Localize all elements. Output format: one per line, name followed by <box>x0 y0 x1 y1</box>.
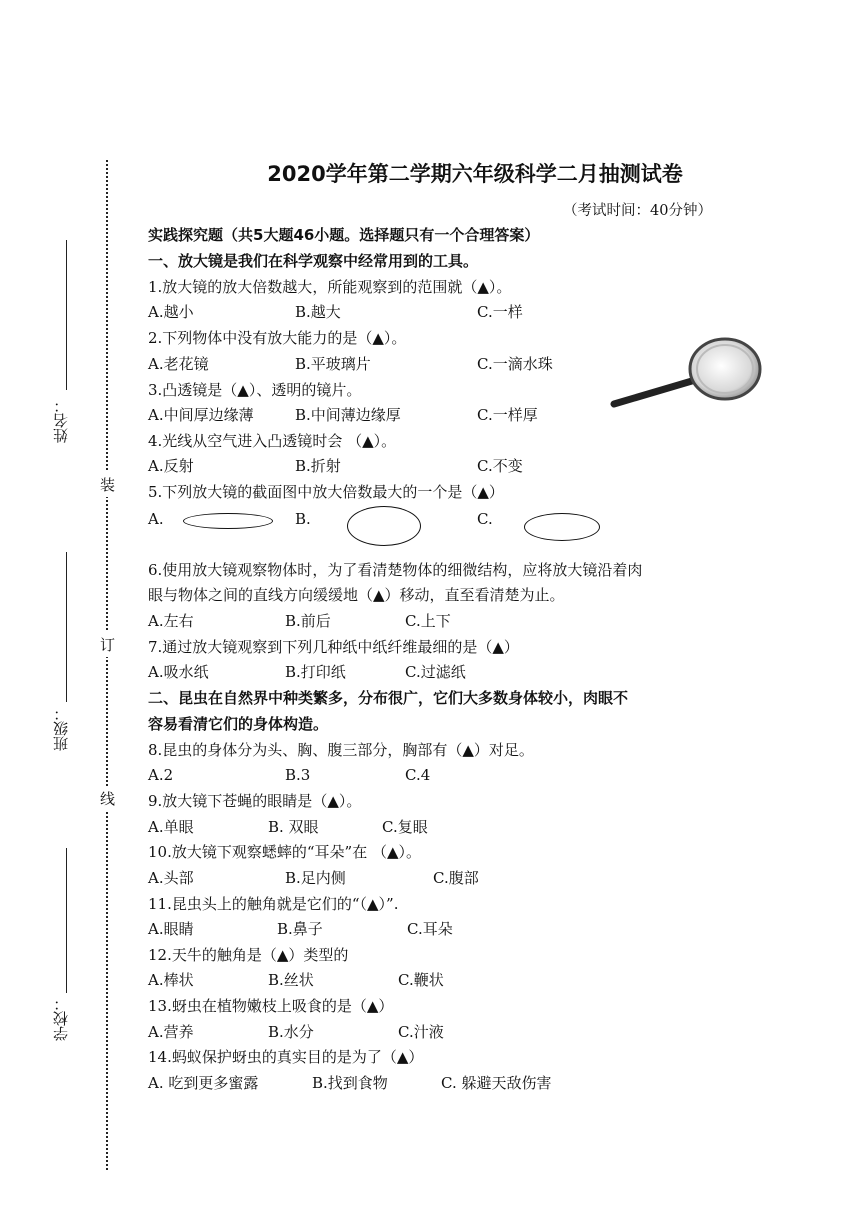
q4-option-b: B.折射 <box>295 457 341 475</box>
q14-option-a: A. 吃到更多蜜露 <box>148 1074 259 1092</box>
q10-option-b: B.足内侧 <box>285 869 346 887</box>
q7-text: 7.通过放大镜观察到下列几种纸中纸纤维最细的是（▲） <box>148 638 519 656</box>
magnifier-illustration <box>606 336 766 412</box>
q3-option-b: B.中间薄边缘厚 <box>295 406 401 424</box>
q1-option-b: B.越大 <box>295 303 341 321</box>
q7-option-c: C.过滤纸 <box>405 663 466 681</box>
q13-option-c: C.汁液 <box>398 1023 444 1041</box>
q14-text: 14.蚂蚁保护蚜虫的真实目的是为了（▲） <box>148 1048 424 1066</box>
q10-option-a: A.头部 <box>148 869 194 887</box>
q5-text: 5.下列放大镜的截面图中放大倍数最大的一个是（▲） <box>148 483 504 501</box>
q6-option-c: C.上下 <box>405 612 451 630</box>
q12-option-b: B.丝状 <box>268 971 314 989</box>
school-blank-line[interactable] <box>66 848 67 993</box>
q1-option-a: A.越小 <box>148 303 194 321</box>
q4-option-c: C.不变 <box>477 457 523 475</box>
q5-lens-c-medium <box>524 513 600 541</box>
q13-option-b: B.水分 <box>268 1023 314 1041</box>
q2-option-c: C.一滴水珠 <box>477 355 553 373</box>
q5-lens-b-thick <box>347 506 421 546</box>
q8-option-c: C.4 <box>405 766 431 784</box>
q4-option-a: A.反射 <box>148 457 194 475</box>
q5-option-b: B. <box>295 510 311 528</box>
name-label: 姓名： <box>52 398 70 443</box>
part2-title-line2: 容易看清它们的身体构造。 <box>148 715 329 733</box>
q6-text-line2: 眼与物体之间的直线方向缓缓地（▲）移动，直至看清楚为止。 <box>148 586 565 604</box>
q7-option-a: A.吸水纸 <box>148 663 209 681</box>
q12-option-c: C.鞭状 <box>398 971 444 989</box>
q10-text: 10.放大镜下观察蟋蟀的“耳朵”在 （▲）。 <box>148 843 421 861</box>
class-label: 班级： <box>52 706 70 751</box>
binding-char-zhuang: 装 <box>100 472 115 497</box>
page-title: 2020学年第二学期六年级科学二月抽测试卷 <box>267 162 683 186</box>
q2-text: 2.下列物体中没有放大能力的是（▲）。 <box>148 329 407 347</box>
q11-option-b: B.鼻子 <box>277 920 323 938</box>
part1-title: 一、放大镜是我们在科学观察中经常用到的工具。 <box>148 252 479 270</box>
school-label: 学校： <box>52 996 70 1041</box>
q2-option-b: B.平玻璃片 <box>295 355 371 373</box>
q5-lens-a-thin <box>183 513 273 529</box>
q3-option-a: A.中间厚边缘薄 <box>148 406 254 424</box>
section-intro: 实践探究题（共5大题46小题。选择题只有一个合理答案） <box>148 226 540 244</box>
q5-option-a: A. <box>148 510 164 528</box>
q13-option-a: A.营养 <box>148 1023 194 1041</box>
q1-option-c: C.一样 <box>477 303 523 321</box>
q9-option-b: B. 双眼 <box>268 818 319 836</box>
q1-text: 1.放大镜的放大倍数越大，所能观察到的范围就（▲）。 <box>148 278 512 296</box>
q9-option-c: C.复眼 <box>382 818 428 836</box>
q11-option-a: A.眼睛 <box>148 920 194 938</box>
name-blank-line[interactable] <box>66 240 67 390</box>
q9-text: 9.放大镜下苍蝇的眼睛是（▲）。 <box>148 792 362 810</box>
q10-option-c: C.腹部 <box>433 869 479 887</box>
q8-option-a: A.2 <box>148 766 174 784</box>
part2-title-line1: 二、昆虫在自然界中种类繁多，分布很广，它们大多数身体较小，肉眼不 <box>148 689 629 707</box>
q12-option-a: A.棒状 <box>148 971 194 989</box>
q9-option-a: A.单眼 <box>148 818 194 836</box>
q3-option-c: C.一样厚 <box>477 406 538 424</box>
q3-text: 3.凸透镜是（▲）、透明的镜片。 <box>148 381 362 399</box>
class-blank-line[interactable] <box>66 552 67 702</box>
q11-text: 11.昆虫头上的触角就是它们的“（▲）”. <box>148 895 399 913</box>
binding-char-xian: 线 <box>100 786 115 811</box>
binding-char-ding: 订 <box>100 632 115 657</box>
q6-text-line1: 6.使用放大镜观察物体时，为了看清楚物体的细微结构，应将放大镜沿着肉 <box>148 561 643 579</box>
binding-dotted-line <box>106 160 108 1170</box>
q6-option-a: A.左右 <box>148 612 194 630</box>
q7-option-b: B.打印纸 <box>285 663 346 681</box>
q11-option-c: C.耳朵 <box>407 920 453 938</box>
q12-text: 12.天牛的触角是（▲）类型的 <box>148 946 349 964</box>
q8-option-b: B.3 <box>285 766 311 784</box>
q14-option-c: C. 躲避天敌伤害 <box>441 1074 552 1092</box>
q4-text: 4.光线从空气进入凸透镜时会 （▲）。 <box>148 432 397 450</box>
q14-option-b: B.找到食物 <box>312 1074 388 1092</box>
q13-text: 13.蚜虫在植物嫩枝上吸食的是（▲） <box>148 997 394 1015</box>
q6-option-b: B.前后 <box>285 612 331 630</box>
q8-text: 8.昆虫的身体分为头、胸、腹三部分，胸部有（▲）对足。 <box>148 741 534 759</box>
q2-option-a: A.老花镜 <box>148 355 209 373</box>
q5-option-c: C. <box>477 510 493 528</box>
exam-time: （考试时间：40分钟） <box>563 203 712 219</box>
